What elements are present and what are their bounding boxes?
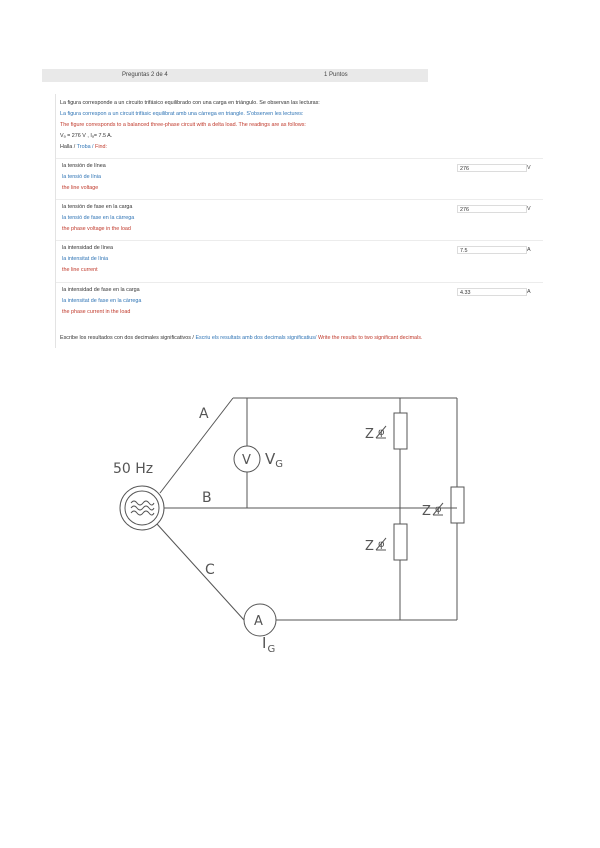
- find-en: Find:: [93, 144, 108, 150]
- sine-wave-icon: [131, 501, 154, 505]
- q3-en: the line current: [62, 267, 98, 273]
- impedance-angle: φ: [378, 539, 385, 550]
- impedance-angle: φ: [435, 504, 442, 515]
- footer-en: Write the results to two significant decimals.: [317, 335, 423, 341]
- q2-ca: la tensió de fase en la càrrega: [62, 215, 135, 221]
- q3-unit: A: [527, 247, 531, 253]
- ammeter-label: $I_G$: [262, 634, 276, 655]
- ac-source: [120, 486, 164, 530]
- find-ca: Troba /: [75, 144, 94, 150]
- footer-ca: Escriu els resultats amb dos decimals significatius/: [195, 335, 318, 341]
- readings: Vₐ = 276 V , Iₐ= 7.5 A.: [60, 133, 113, 139]
- q2-answer-input[interactable]: 276: [457, 205, 527, 213]
- q4-es: la intensidad de fase en la carga: [62, 287, 140, 293]
- sine-wave-icon: [131, 506, 154, 510]
- question-counter: Preguntas 2 de 4: [122, 72, 168, 78]
- footer-es: Escribe los resultados con dos decimales significativos /: [60, 335, 196, 341]
- impedance-ab: [394, 413, 407, 449]
- impedance-label: Z: [365, 427, 374, 442]
- q2-unit: V: [527, 206, 531, 212]
- sine-wave-icon: [131, 511, 154, 515]
- q2-en: the phase voltage in the load: [62, 226, 131, 232]
- phase-c-label: C: [205, 562, 215, 578]
- impedance-ca: [451, 487, 464, 523]
- q1-unit: V: [527, 165, 531, 171]
- q1-ca: la tensió de línia: [62, 174, 101, 180]
- q4-ca: la intensitat de fase en la càrrega: [62, 298, 142, 304]
- q3-ca: la intensitat de línia: [62, 256, 109, 262]
- q4-unit: A: [527, 289, 531, 295]
- q1-en: the line voltage: [62, 185, 99, 191]
- q3-answer-input[interactable]: 7.5: [457, 246, 527, 254]
- voltmeter-symbol: V: [242, 453, 251, 468]
- phase-a-label: A: [199, 406, 209, 422]
- ammeter-symbol: A: [254, 614, 263, 629]
- impedance-label: Z: [365, 539, 374, 554]
- statement-ca: La figura correspon a un circuit trifàsic equilibrat amb una càrrega en triangle. S'observen les lectures:: [60, 111, 304, 117]
- q3-es: la intensidad de línea: [62, 245, 113, 251]
- find-es: Halla /: [60, 144, 76, 150]
- source-frequency-label: 50 Hz: [113, 461, 154, 477]
- impedance-angle: φ: [378, 427, 385, 438]
- q4-en: the phase current in the load: [62, 309, 131, 315]
- q1-answer-input[interactable]: 276: [457, 164, 527, 172]
- q4-answer-input[interactable]: 4.33: [457, 288, 527, 296]
- wire-c: [157, 524, 244, 620]
- q1-es: la tensión de línea: [62, 163, 106, 169]
- statement-en: The figure corresponds to a balanced three-phase circuit with a delta load. The readings are as follows:: [60, 122, 306, 128]
- statement-es: La figura corresponde a un circuito trifásico equilibrado con una carga en triángulo. Se observan las lecturas:: [60, 100, 320, 106]
- voltmeter-label: $V_G$: [265, 450, 284, 470]
- wire-a: [160, 398, 233, 493]
- points-label: 1 Puntos: [324, 72, 348, 78]
- phase-b-label: B: [202, 490, 212, 506]
- q2-es: la tensión de fase en la carga: [62, 204, 133, 210]
- impedance-label: Z: [422, 504, 431, 519]
- impedance-bc: [394, 524, 407, 560]
